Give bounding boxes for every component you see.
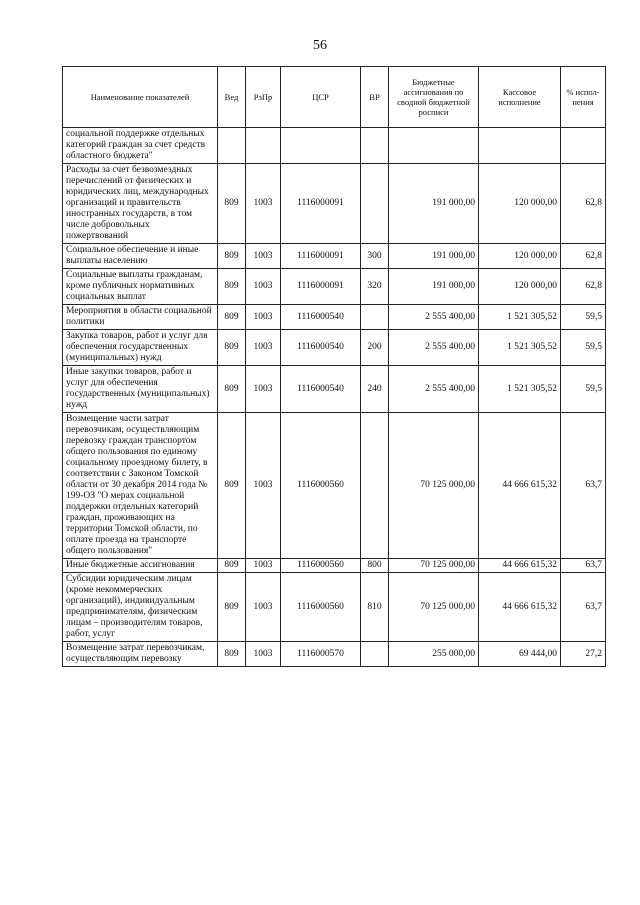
cell-rzpr: 1003 bbox=[246, 642, 281, 667]
cell-budget bbox=[389, 128, 479, 164]
cell-name: Иные закупки товаров, работ и услуг для обеспечения государственных (муниципальных) нужд bbox=[63, 366, 218, 413]
column-header-budget: Бюджетные ассигнования по сводной бюджетной росписи bbox=[389, 67, 479, 128]
cell-name: Расходы за счет безвозмездных перечислений от физических и юридических лиц, международных организаций и правительств иностранных государств, в том числе добровольных пожертвований bbox=[63, 164, 218, 244]
cell-budget: 70 125 000,00 bbox=[389, 573, 479, 642]
cell-ved: 809 bbox=[218, 305, 246, 330]
table-row bbox=[63, 642, 606, 667]
column-header-ved: Вед bbox=[218, 67, 246, 128]
cell-cash: 120 000,00 bbox=[479, 269, 561, 305]
cell-rzpr: 1003 bbox=[246, 164, 281, 244]
cell-csr: 1116000560 bbox=[281, 573, 361, 642]
cell-cash: 1 521 305,52 bbox=[479, 305, 561, 330]
cell-name: Закупка товаров, работ и услуг для обеспечения государственных (муниципальных) нужд bbox=[63, 330, 218, 366]
cell-budget: 191 000,00 bbox=[389, 269, 479, 305]
table-body bbox=[63, 128, 606, 667]
cell-vr bbox=[361, 413, 389, 559]
cell-vr bbox=[361, 164, 389, 244]
cell-vr: 320 bbox=[361, 269, 389, 305]
cell-percent: 27,2 bbox=[561, 642, 606, 667]
cell-rzpr: 1003 bbox=[246, 269, 281, 305]
cell-ved: 809 bbox=[218, 244, 246, 269]
cell-vr bbox=[361, 305, 389, 330]
cell-csr: 1116000560 bbox=[281, 413, 361, 559]
cell-vr bbox=[361, 642, 389, 667]
cell-ved bbox=[218, 128, 246, 164]
cell-cash: 69 444,00 bbox=[479, 642, 561, 667]
cell-name: социальной поддержке отдельных категорий граждан за счет средств областного бюджета" bbox=[63, 128, 218, 164]
cell-ved: 809 bbox=[218, 642, 246, 667]
cell-rzpr: 1003 bbox=[246, 413, 281, 559]
cell-name: Субсидии юридическим лицам (кроме некоммерческих организаций), индивидуальным предпринимателям, физическим лицам – производителям товаров, работ, услуг bbox=[63, 573, 218, 642]
cell-cash: 44 666 615,32 bbox=[479, 413, 561, 559]
cell-percent: 59,5 bbox=[561, 366, 606, 413]
cell-percent: 59,5 bbox=[561, 305, 606, 330]
cell-rzpr: 1003 bbox=[246, 330, 281, 366]
cell-name: Иные бюджетные ассигнования bbox=[63, 559, 218, 573]
column-header-rzpr: РзПр bbox=[246, 67, 281, 128]
cell-budget: 2 555 400,00 bbox=[389, 366, 479, 413]
table-row bbox=[63, 559, 606, 573]
cell-csr: 1116000091 bbox=[281, 164, 361, 244]
cell-rzpr: 1003 bbox=[246, 305, 281, 330]
column-header-csr: ЦСР bbox=[281, 67, 361, 128]
cell-budget: 191 000,00 bbox=[389, 244, 479, 269]
cell-ved: 809 bbox=[218, 164, 246, 244]
table-row bbox=[63, 413, 606, 559]
column-header-cash: Кассовое исполнение bbox=[479, 67, 561, 128]
cell-csr: 1116000540 bbox=[281, 366, 361, 413]
cell-ved: 809 bbox=[218, 366, 246, 413]
cell-rzpr bbox=[246, 128, 281, 164]
cell-cash: 1 521 305,52 bbox=[479, 330, 561, 366]
cell-budget: 2 555 400,00 bbox=[389, 305, 479, 330]
cell-budget: 191 000,00 bbox=[389, 164, 479, 244]
cell-percent: 63,7 bbox=[561, 413, 606, 559]
cell-name: Социальные выплаты гражданам, кроме публичных нормативных социальных выплат bbox=[63, 269, 218, 305]
table-row bbox=[63, 330, 606, 366]
cell-vr: 200 bbox=[361, 330, 389, 366]
cell-ved: 809 bbox=[218, 559, 246, 573]
cell-vr: 240 bbox=[361, 366, 389, 413]
cell-budget: 70 125 000,00 bbox=[389, 559, 479, 573]
cell-name: Возмещение части затрат перевозчикам, осуществляющим перевозку граждан транспортом общего пользования по единому социальному проездному билету, в соответствии с Законом Томской области от 30 декабря 2014 года № 199-ОЗ "О мерах социальной поддержки отдельных категорий граждан, проживающих на территории Томской области, по оплате проезда на транспорте общего пользования" bbox=[63, 413, 218, 559]
page-number: 56 bbox=[313, 38, 327, 53]
cell-cash bbox=[479, 128, 561, 164]
cell-percent bbox=[561, 128, 606, 164]
cell-ved: 809 bbox=[218, 413, 246, 559]
cell-percent: 62,8 bbox=[561, 164, 606, 244]
column-header-percent: % испол-нения bbox=[561, 67, 606, 128]
cell-name: Возмещение затрат перевозчикам, осуществляющим перевозку bbox=[63, 642, 218, 667]
table-row bbox=[63, 164, 606, 244]
cell-percent: 63,7 bbox=[561, 559, 606, 573]
cell-csr: 1116000540 bbox=[281, 330, 361, 366]
cell-csr bbox=[281, 128, 361, 164]
table-row bbox=[63, 269, 606, 305]
cell-rzpr: 1003 bbox=[246, 559, 281, 573]
table-row bbox=[63, 573, 606, 642]
cell-cash: 120 000,00 bbox=[479, 244, 561, 269]
cell-name: Социальное обеспечение и иные выплаты населению bbox=[63, 244, 218, 269]
cell-csr: 1116000560 bbox=[281, 559, 361, 573]
cell-percent: 63,7 bbox=[561, 573, 606, 642]
cell-budget: 70 125 000,00 bbox=[389, 413, 479, 559]
cell-csr: 1116000570 bbox=[281, 642, 361, 667]
cell-budget: 2 555 400,00 bbox=[389, 330, 479, 366]
cell-vr: 300 bbox=[361, 244, 389, 269]
cell-percent: 62,8 bbox=[561, 269, 606, 305]
table-row bbox=[63, 305, 606, 330]
table-row bbox=[63, 366, 606, 413]
cell-csr: 1116000091 bbox=[281, 269, 361, 305]
column-header-vr: ВР bbox=[361, 67, 389, 128]
table-header-row bbox=[63, 67, 606, 128]
budget-execution-table bbox=[62, 66, 606, 667]
column-header-name: Наименование показателей bbox=[63, 67, 218, 128]
cell-cash: 1 521 305,52 bbox=[479, 366, 561, 413]
cell-name: Мероприятия в области социальной политики bbox=[63, 305, 218, 330]
cell-percent: 59,5 bbox=[561, 330, 606, 366]
cell-vr bbox=[361, 128, 389, 164]
table-row bbox=[63, 128, 606, 164]
cell-percent: 62,8 bbox=[561, 244, 606, 269]
cell-csr: 1116000540 bbox=[281, 305, 361, 330]
cell-cash: 120 000,00 bbox=[479, 164, 561, 244]
cell-ved: 809 bbox=[218, 330, 246, 366]
cell-ved: 809 bbox=[218, 269, 246, 305]
cell-budget: 255 000,00 bbox=[389, 642, 479, 667]
table-row bbox=[63, 244, 606, 269]
cell-rzpr: 1003 bbox=[246, 244, 281, 269]
cell-ved: 809 bbox=[218, 573, 246, 642]
cell-rzpr: 1003 bbox=[246, 573, 281, 642]
cell-vr: 810 bbox=[361, 573, 389, 642]
cell-cash: 44 666 615,32 bbox=[479, 559, 561, 573]
cell-csr: 1116000091 bbox=[281, 244, 361, 269]
cell-cash: 44 666 615,32 bbox=[479, 573, 561, 642]
cell-vr: 800 bbox=[361, 559, 389, 573]
cell-rzpr: 1003 bbox=[246, 366, 281, 413]
